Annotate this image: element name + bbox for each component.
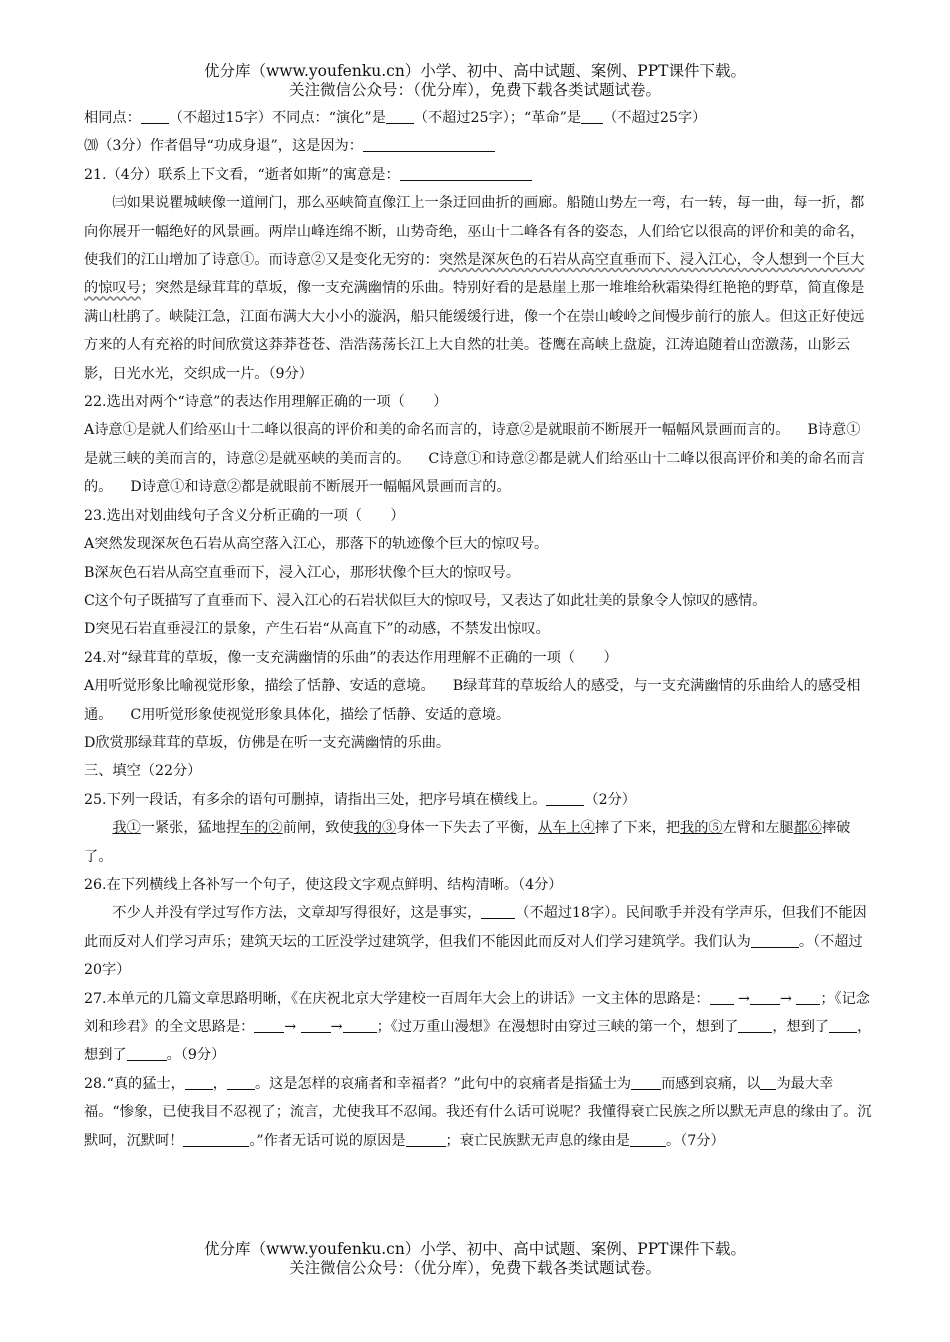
question-22-stem: 22.选出对两个“诗意”的表达作用理解正确的一项（ ） xyxy=(84,394,448,411)
question-23-option-c: C这个句子既描写了直垂而下、浸入江心的石岩状似巨大的惊叹号，又表达了如此壮美的景象令人惊叹的感情。 xyxy=(84,592,767,609)
exam-content xyxy=(84,104,874,1155)
footer-line-1: 优分库（www.youfenku.cn）小学、初中、高中试题、案例、PPT课件下载。 xyxy=(203,1240,747,1258)
question-27: 27.本单元的几篇文章思路明晰，《在庆祝北京大学建校一百周年大会上的讲话》一文主体的思路是： → → ；《记念刘和珍君》的全文思路是： → → ；《过万重山漫想》在漫想时由穿过三峡的第一个，想到了 ，想到了 ，想到了 。（9分） xyxy=(84,990,872,1064)
section-3-title: 三、填空（22分） xyxy=(84,763,202,780)
question-23-option-b: B深灰色石岩从高空直垂而下，浸入江心，那形状像个巨大的惊叹号。 xyxy=(84,564,521,581)
wavy-underlined-sentence: 突然是深灰色的石岩从高空直垂而下、浸入江心，令人想到一个巨大的惊叹号 xyxy=(84,252,865,297)
header-line-2: 关注微信公众号：（优分库），免费下载各类试题试卷。 xyxy=(288,81,661,99)
question-26-stem: 26.在下列横线上各补写一个句子，使这段文字观点鲜明、结构清晰。（4分） xyxy=(84,876,563,893)
footer-line-2: 关注微信公众号：（优分库），免费下载各类试题试卷。 xyxy=(288,1259,661,1277)
passage-wuxia: ㈢如果说瞿城峡像一道闸门，那么巫峡简直像江上一条迂回曲折的画廊。船随山势左一弯，右一转，每一曲，每一折，都向你展开一幅绝好的风景画。两岸山峰连绵不断，山势奇绝，巫山十二峰各有各的姿态，人们给它以很高的评价和美的命名，使我们的江山增加了诗意①。而诗意②又是变化无穷的：突然是深灰色的石岩从高空直垂而下、浸入江心，令人想到一个巨大的惊叹号；突然是绿茸茸的草坂，像一支充满幽情的乐曲。特别好看的是悬崖上那一堆堆给秋霜染得红艳艳的野草，简直像是满山杜鹃了。峡陡江急，江面布满大大小小的漩涡，船只能缓缓行进，像一个在崇山峻岭之间慢步前行的旅人。但这正好使远方来的人有充裕的时间欣赏这莽莽苍苍、浩浩荡荡长江上大自然的壮美。苍鹰在高峡上盘旋，江涛追随着山峦激荡，山影云影，日光水光，交织成一片。（9分） xyxy=(84,195,865,382)
header-line-1: 优分库（www.youfenku.cn）小学、初中、高中试题、案例、PPT课件下载。 xyxy=(203,62,747,80)
question-23-option-a: A突然发现深灰色石岩从高空落入江心，那落下的轨迹像个巨大的惊叹号。 xyxy=(84,536,549,553)
question-24-option-d: D欣赏那绿茸茸的草坂，仿佛是在听一支充满幽情的乐曲。 xyxy=(84,734,451,751)
question-21: 21.（4分）联系上下文看，“逝者如斯”的寓意是： xyxy=(84,161,874,189)
question-25-stem: 25.下列一段话，有多余的语句可删掉，请指出三处，把序号填在横线上。 （2分） xyxy=(84,791,636,808)
question-23-option-d: D突见石岩直垂浸江的景象，产生石岩“从高直下”的动感，不禁发出惊叹。 xyxy=(84,621,550,638)
question-24-stem: 24.对“绿茸茸的草坂，像一支充满幽情的乐曲”的表达作用理解不正确的一项（ ） xyxy=(84,649,618,666)
page-footer xyxy=(0,1240,950,1278)
question-26-passage: 不少人并没有学过写作方法，文章却写得很好，这是事实， （不超过18字）。民间歌手并没有学声乐，但我们不能因此而反对人们学习声乐；建筑天坛的工匠没学过建筑学，但我们不能因此而反对人们学习建筑学。我们认为 。（不超过20字） xyxy=(84,905,867,979)
page-header xyxy=(0,62,950,100)
question-22-options: A诗意①是就人们给巫山十二峰以很高的评价和美的命名而言的，诗意②是就眼前不断展开一幅幅风景画而言的。 B诗意①是就三峡的美而言的，诗意②是就巫峡的美而言的。 C诗意①和诗意②都是就人们给巫山十二峰以很高评价和美的命名而言的。 D诗意①和诗意②都是就眼前不断展开一幅幅风景画而言的。 xyxy=(84,422,865,496)
question-23-stem: 23.选出对划曲线句子含义分析正确的一项（ ） xyxy=(84,507,405,524)
question-25-passage: 我①一紧张，猛地捏车的②前闸，致使我的③身体一下失去了平衡，从车上④摔了下来，把我的⑤左臂和左腿都⑥摔破了。 xyxy=(84,820,851,865)
question-28: 28.“真的猛士， ， 。这是怎样的哀痛者和幸福者？”此句中的哀痛者是指猛士为 而感到哀痛，以 为最大幸福。“惨象，已使我目不忍视了；流言，尤使我耳不忍闻。我还有什么话可说呢？我懂得衰亡民族之所以默无声息的缘由了。沉默呵，沉默呵！ 。”作者无话可说的原因是 ；衰亡民族默无声息的缘由是 。（7分） xyxy=(84,1075,872,1149)
q19-line: 相同点： （不超过15字）不同点：“演化”是 （不超过25字）；“革命”是 （不超过25字） xyxy=(84,110,707,126)
question-24-options-abc: A用听觉形象比喻视觉形象，描绘了恬静、安适的意境。 B绿茸茸的草坂给人的感受，与一支充满幽情的乐曲给人的感受相通。 C用听觉形象使视觉形象具体化，描绘了恬静、安适的意境。 xyxy=(84,678,861,723)
question-20: ⒇（3分）作者倡导“功成身退”，这是因为： xyxy=(84,132,874,160)
